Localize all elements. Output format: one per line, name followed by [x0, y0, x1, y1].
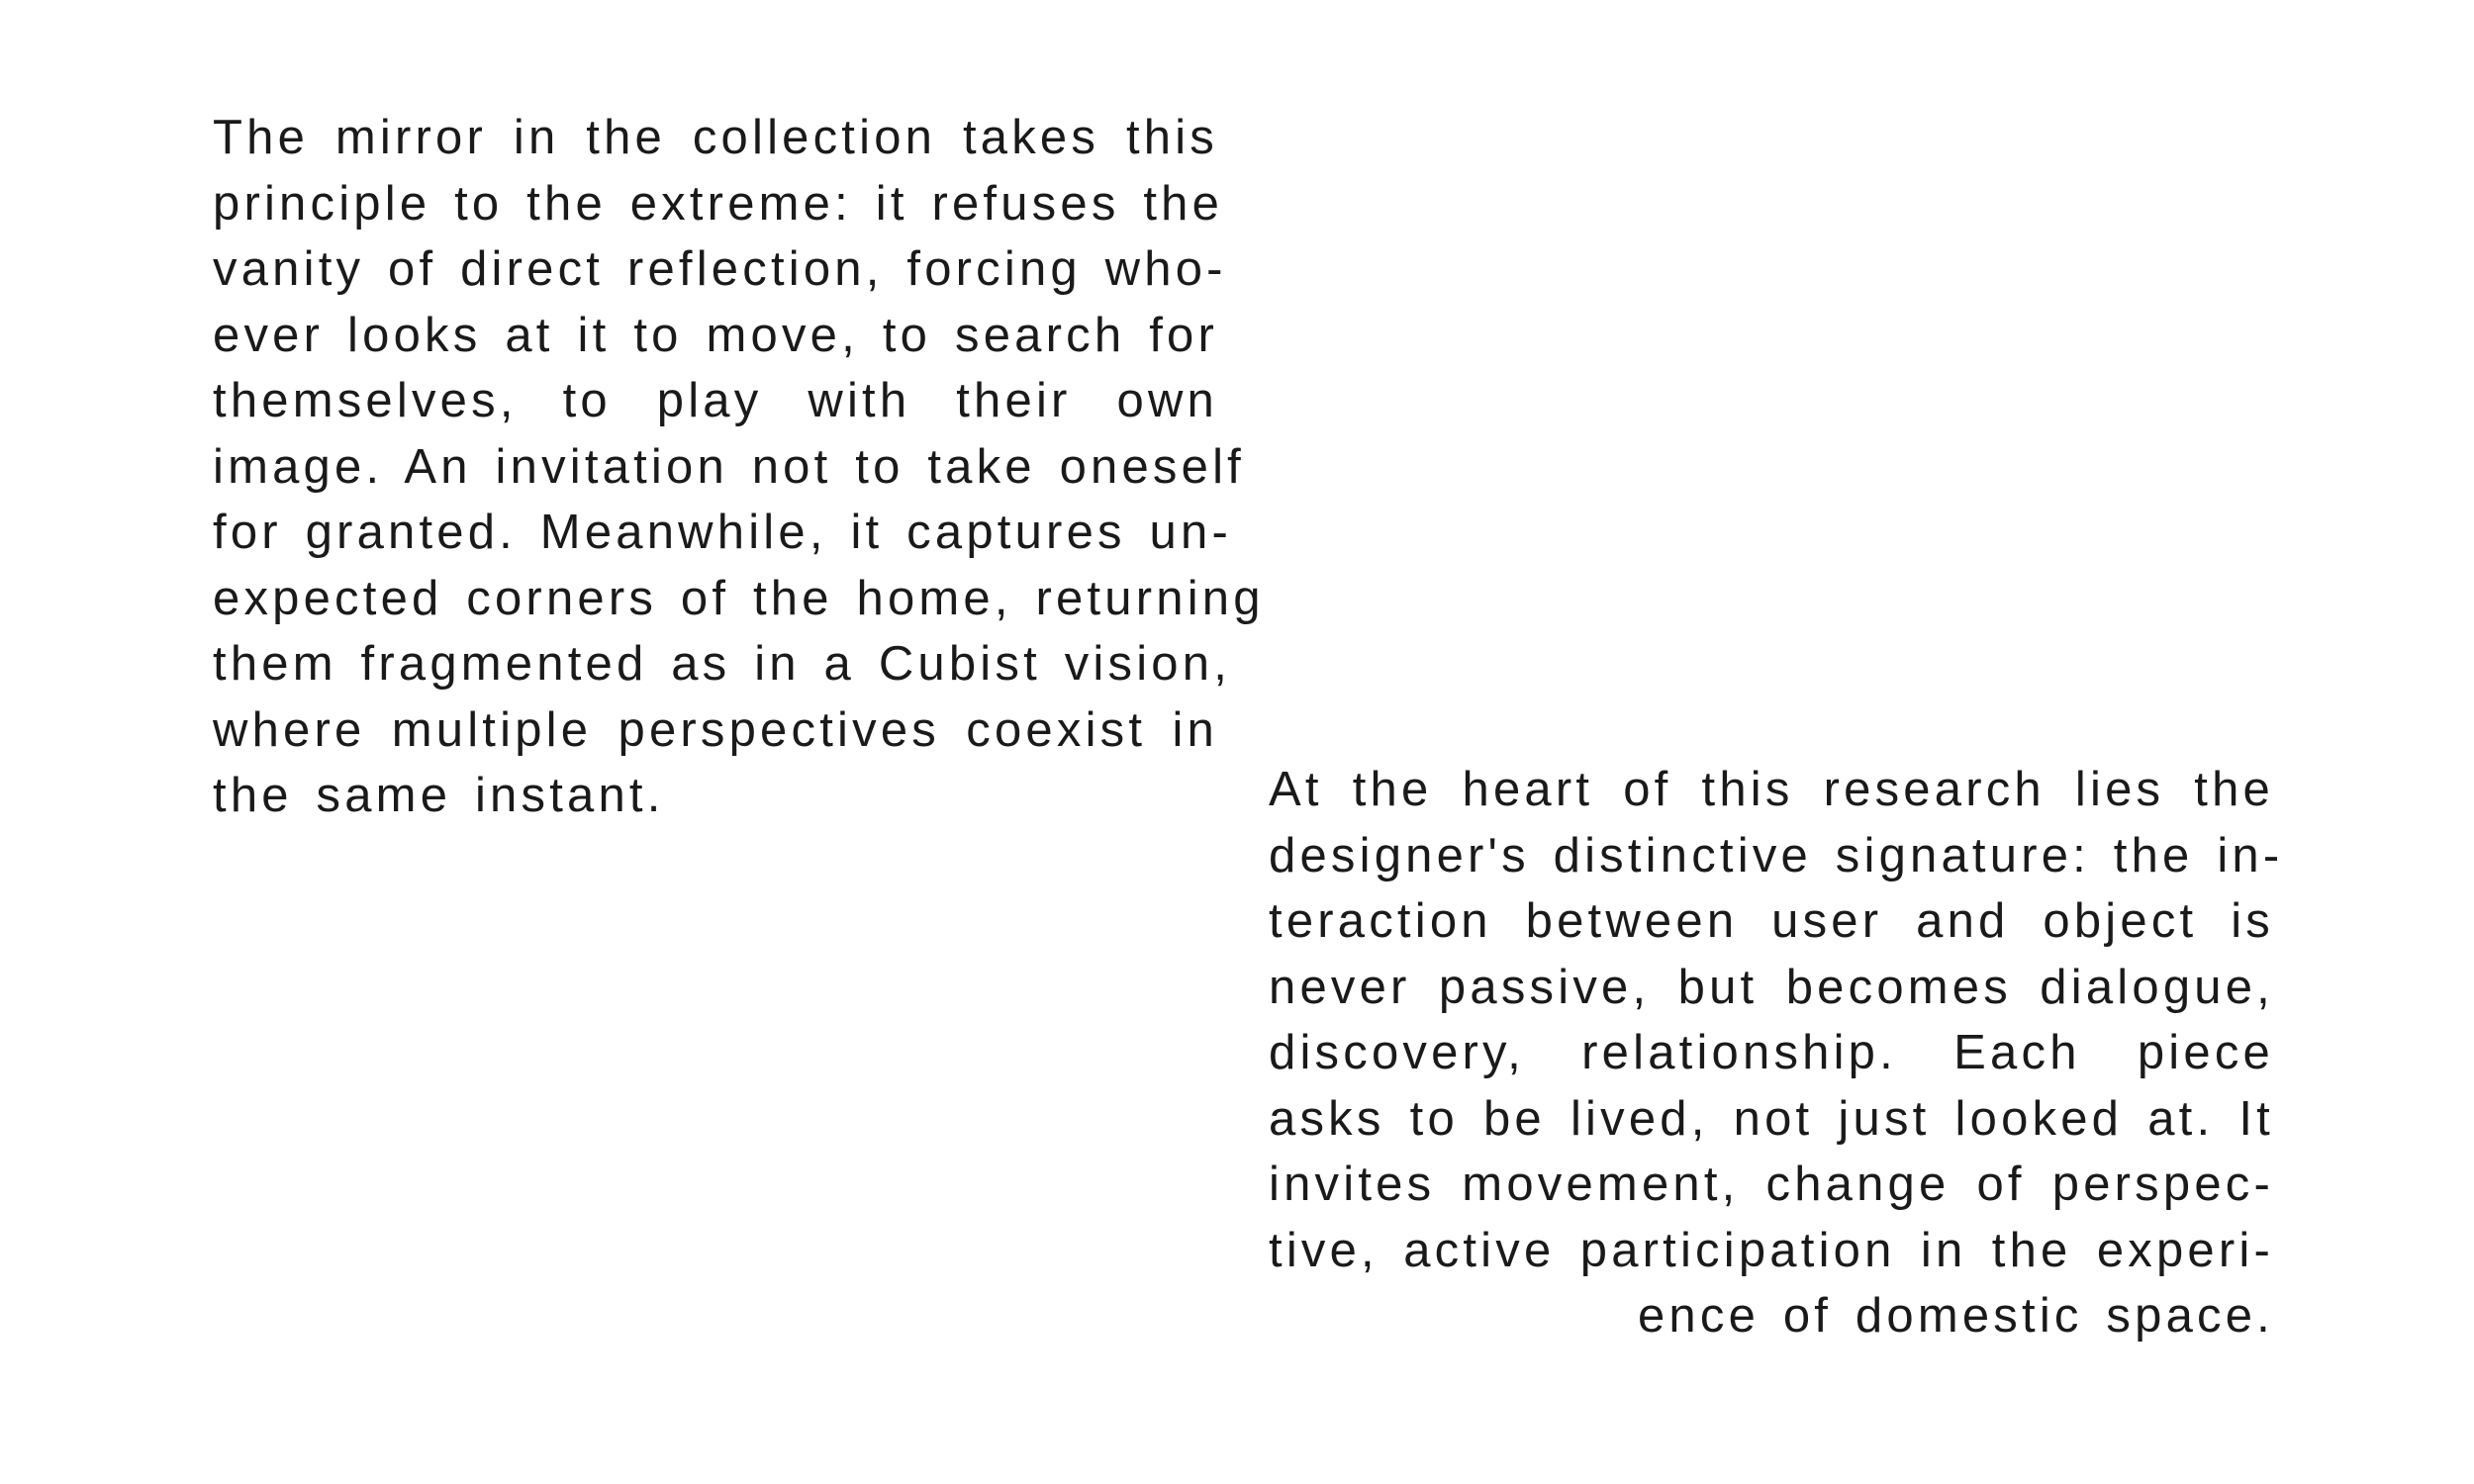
paragraph-line: never passive, but becomes dialogue,: [1269, 960, 2274, 1014]
paragraph-line: tive, active participation in the experi-: [1269, 1223, 2274, 1277]
paragraph-line: teraction between user and object is: [1269, 894, 2274, 948]
paragraph-line: asks to be lived, not just looked at. It: [1269, 1091, 2274, 1146]
paragraph-line: image. An invitation not to take oneself: [213, 439, 1245, 494]
paragraph-line: At the heart of this research lies the: [1269, 763, 2274, 816]
paragraph-line: them fragmented as in a Cubist vision,: [213, 637, 1232, 691]
paragraph-line: expected corners of the home, returning: [213, 571, 1265, 625]
paragraph-line: themselves, to play with their own: [213, 374, 1218, 427]
paragraph-line: for granted. Meanwhile, it captures un-: [213, 506, 1232, 559]
paragraph-line: ever looks at it to move, to search for: [213, 308, 1218, 362]
paragraph-line: vanity of direct reflection, forcing who-: [213, 242, 1227, 296]
paragraph-line: The mirror in the collection takes this: [213, 111, 1218, 164]
paragraph-line: ence of domestic space.: [1637, 1289, 2274, 1343]
left-paragraph: [213, 105, 1265, 829]
paragraph-line: principle to the extreme: it refuses the: [213, 176, 1224, 231]
right-paragraph: [1269, 757, 2284, 1349]
paragraph-line: invites movement, change of perspec-: [1269, 1158, 2274, 1211]
paragraph-line: discovery, relationship. Each piece: [1269, 1026, 2274, 1079]
paragraph-line: designer's distinctive signature: the in-: [1269, 828, 2284, 882]
paragraph-line: where multiple perspectives coexist in: [213, 702, 1218, 757]
paragraph-line: the same instant.: [213, 769, 665, 822]
